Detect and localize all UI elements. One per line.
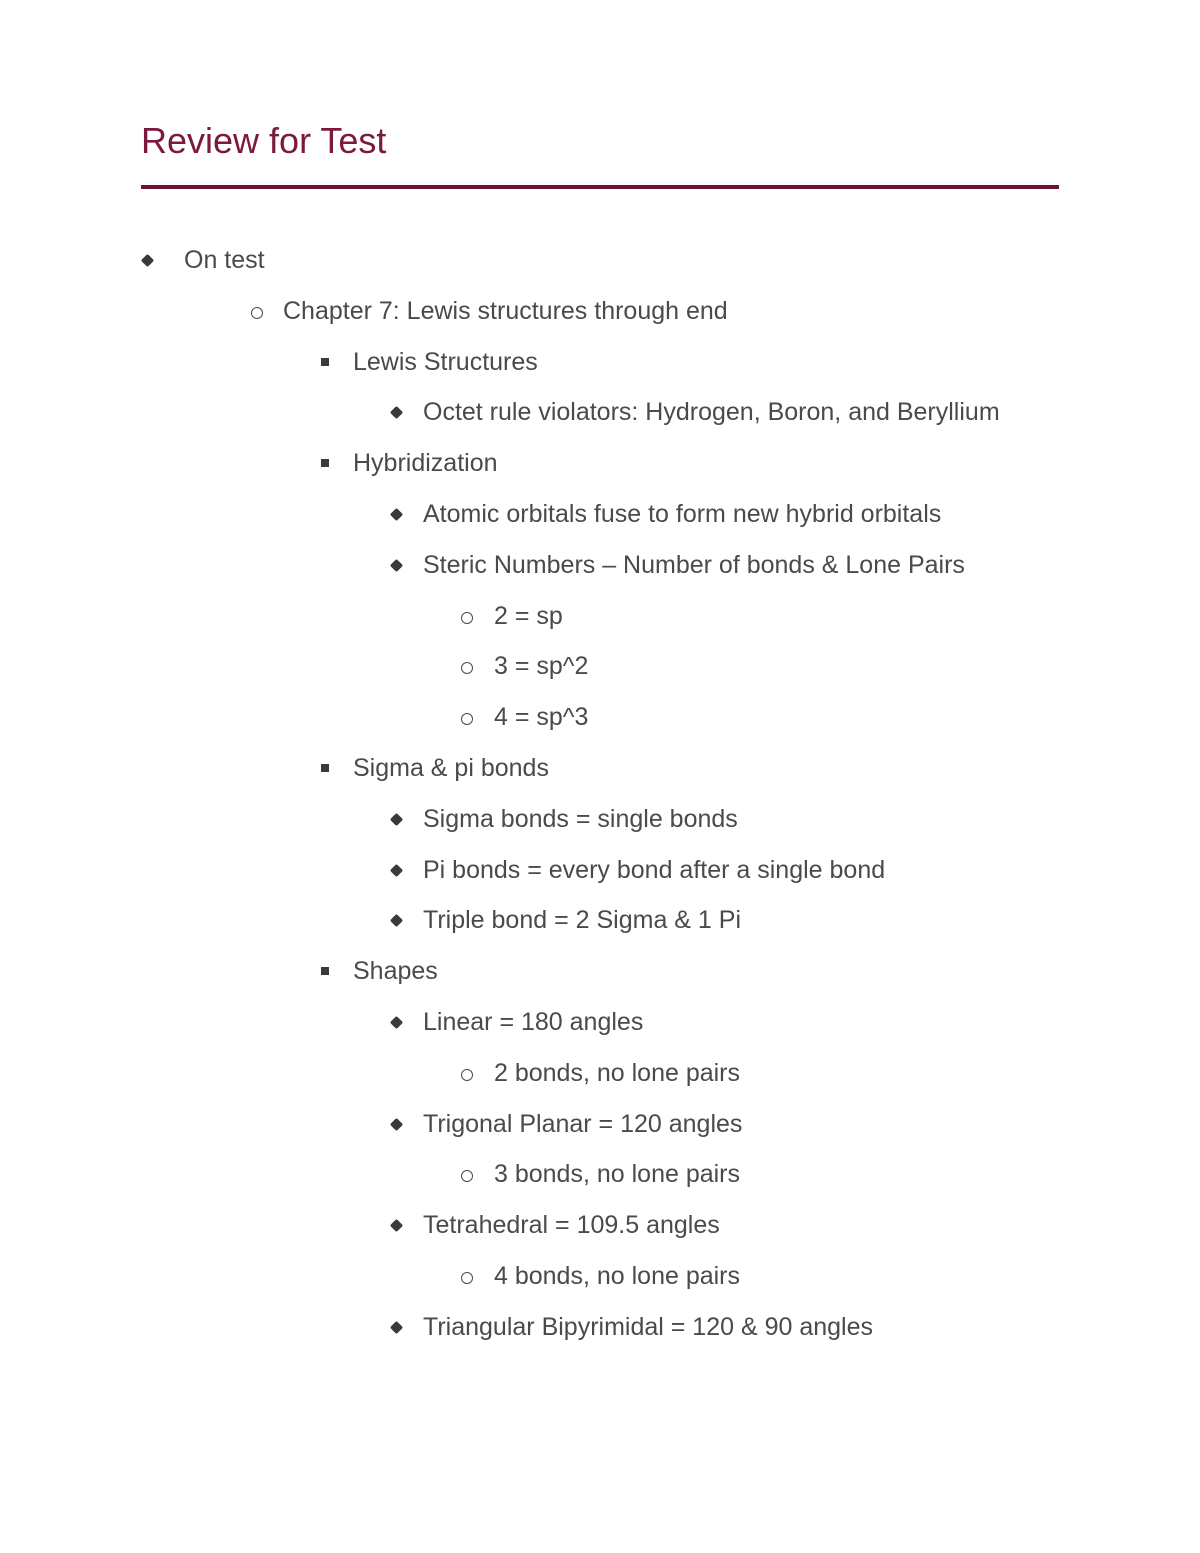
list-item-text: Shapes [353,957,438,985]
bullet-disc-icon [389,850,403,890]
bullet-square-icon [318,748,332,788]
list-item-text: Tetrahedral = 109.5 angles [423,1211,720,1239]
list-item-text: 3 = sp^2 [494,652,589,680]
bullet-square-icon [318,342,332,382]
list-item-text: Trigonal Planar = 120 angles [423,1110,743,1138]
list-item-text: Triple bond = 2 Sigma & 1 Pi [423,906,741,934]
list-item-text: 4 = sp^3 [494,703,589,731]
bullet-circle-icon [460,1053,474,1093]
bullet-disc-icon [389,1002,403,1042]
page-title: Review for Test [141,120,387,161]
title-divider [141,185,1059,189]
bullet-circle-icon [250,291,264,331]
bullet-circle-icon [460,1256,474,1296]
list-item-text: Triangular Bipyrimidal = 120 & 90 angles [423,1313,874,1341]
bullet-circle-icon [460,1154,474,1194]
list-item-text: 2 = sp [494,602,563,630]
list-item-text: Octet rule violators: Hydrogen, Boron, and Beryllium [423,398,1000,426]
bullet-disc-icon [389,799,403,839]
bullet-circle-icon [460,697,474,737]
list-item-text: Chapter 7: Lewis structures through end [283,297,728,325]
list-item-text: 2 bonds, no lone pairs [494,1059,741,1087]
list-item-text: On test [184,246,265,274]
bullet-circle-icon [460,596,474,636]
bullet-square-icon [318,951,332,991]
list-item-text: 3 bonds, no lone pairs [494,1160,741,1188]
bullet-disc-icon [389,1104,403,1144]
bullet-disc-icon [389,1307,403,1347]
list-item-text: Sigma & pi bonds [353,754,549,782]
list-item-text: Steric Numbers – Number of bonds & Lone Pairs [423,551,965,579]
list-item-text: Pi bonds = every bond after a single bond [423,856,886,884]
list-item-text: Lewis Structures [353,348,538,376]
bullet-disc-icon [389,494,403,534]
bullet-circle-icon [460,646,474,686]
bullet-disc-icon [389,900,403,940]
bullet-disc-icon [389,1205,403,1245]
list-item-text: Atomic orbitals fuse to form new hybrid orbitals [423,500,942,528]
list-item-text: Hybridization [353,449,498,477]
bullet-disc-icon [389,545,403,585]
bullet-square-icon [318,443,332,483]
bullet-disc-icon [140,240,154,280]
list-item-text: 4 bonds, no lone pairs [494,1262,741,1290]
list-item-text: Linear = 180 angles [423,1008,644,1036]
list-item-text: Sigma bonds = single bonds [423,805,738,833]
bullet-disc-icon [389,392,403,432]
